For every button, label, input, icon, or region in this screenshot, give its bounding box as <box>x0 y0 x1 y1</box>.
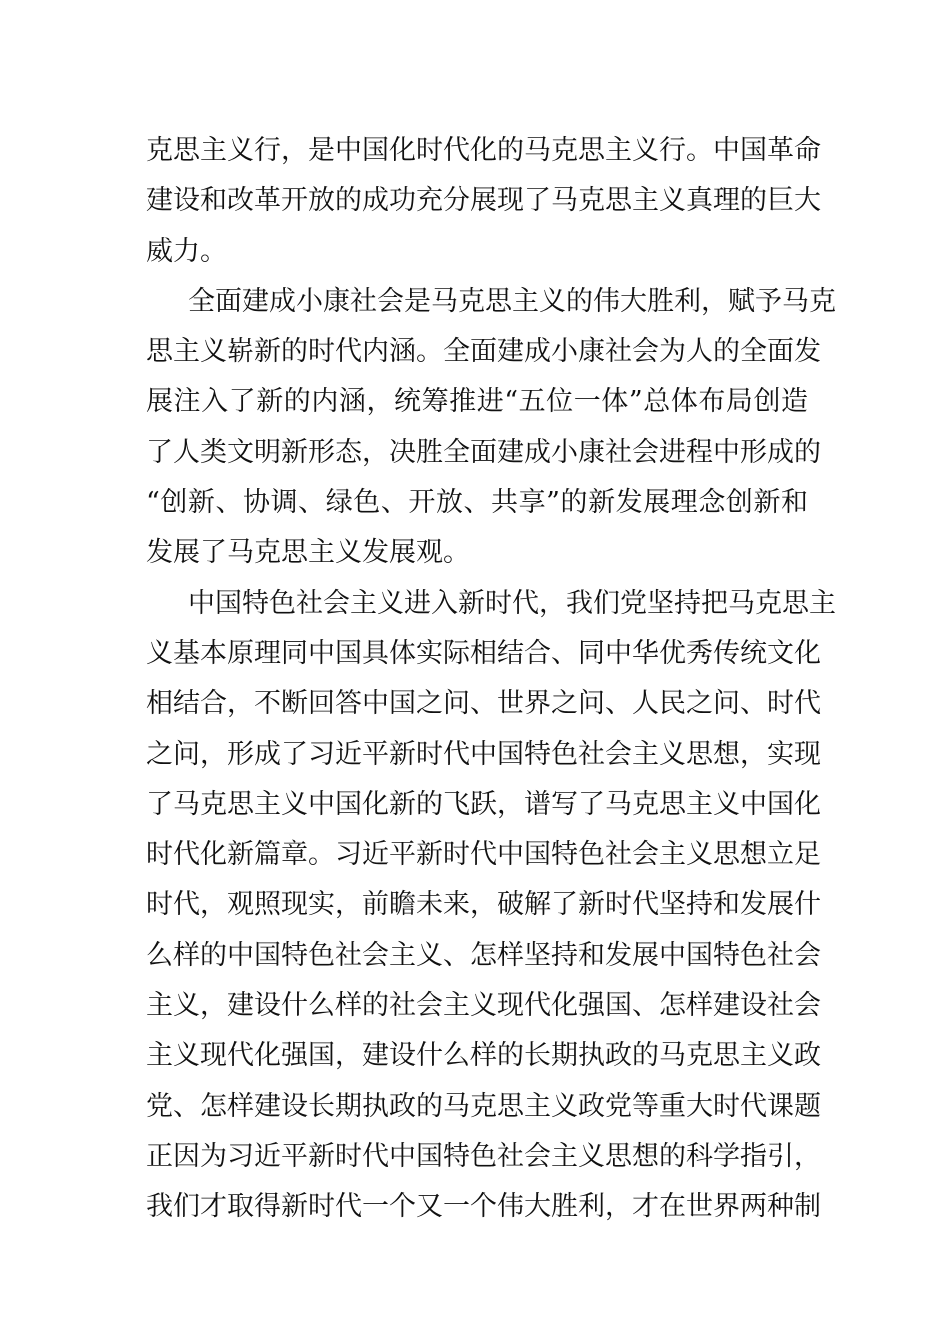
paragraph-1-line-1: 克思主义行，是中国化时代化的马克思主义行。中国革命 <box>146 135 821 166</box>
paragraph-2-line-2: 思主义崭新的时代内涵。全面建成小康社会为人的全面发 <box>146 336 821 368</box>
paragraph-3-line-1: 中国特色社会主义进入新时代，我们党坚持把马克思主 <box>188 587 836 619</box>
paragraph-3-line-2: 义基本原理同中国具体实际相结合、同中华优秀传统文化 <box>146 637 821 669</box>
paragraph-2-line-5: “创新、协调、绿色、开放、共享”的新发展理念创新和 <box>146 487 808 519</box>
paragraph-3-line-5: 了马克思主义中国化新的飞跃，谱写了马克思主义中国化 <box>146 788 821 820</box>
paragraph-3-line-8: 么样的中国特色社会主义、怎样坚持和发展中国特色社会 <box>146 939 821 971</box>
paragraph-3-line-4: 之问，形成了习近平新时代中国特色社会主义思想，实现 <box>146 738 821 770</box>
paragraph-3-line-13: 我们才取得新时代一个又一个伟大胜利，才在世界两种制 <box>146 1191 821 1223</box>
paragraph-3-line-9: 主义，建设什么样的社会主义现代化强国、怎样建设社会 <box>146 990 821 1022</box>
paragraph-2-line-3: 展注入了新的内涵，统筹推进“五位一体”总体布局创造 <box>146 386 808 418</box>
paragraph-2-line-6: 发展了马克思主义发展观。 <box>146 537 470 569</box>
paragraph-2-line-1: 全面建成小康社会是马克思主义的伟大胜利，赋予马克 <box>188 285 836 317</box>
paragraph-1-line-3: 威力。 <box>146 235 227 267</box>
paragraph-1-line-2: 建设和改革开放的成功充分展现了马克思主义真理的巨大 <box>146 185 821 217</box>
paragraph-3-line-7: 时代，观照现实，前瞻未来，破解了新时代坚持和发展什 <box>146 889 821 921</box>
paragraph-3-line-11: 党、怎样建设长期执政的马克思主义政党等重大时代课题 <box>146 1090 821 1122</box>
paragraph-3-line-6: 时代化新篇章。习近平新时代中国特色社会主义思想立足 <box>146 839 821 871</box>
paragraph-3-line-3: 相结合，不断回答中国之问、世界之问、人民之问、时代 <box>146 688 821 720</box>
paragraph-3-line-12: 正因为习近平新时代中国特色社会主义思想的科学指引， <box>146 1140 821 1172</box>
document-body <box>146 126 836 1233</box>
paragraph-3-line-10: 主义现代化强国，建设什么样的长期执政的马克思主义政 <box>146 1040 821 1072</box>
paragraph-2-line-4: 了人类文明新形态，决胜全面建成小康社会进程中形成的 <box>146 436 821 468</box>
